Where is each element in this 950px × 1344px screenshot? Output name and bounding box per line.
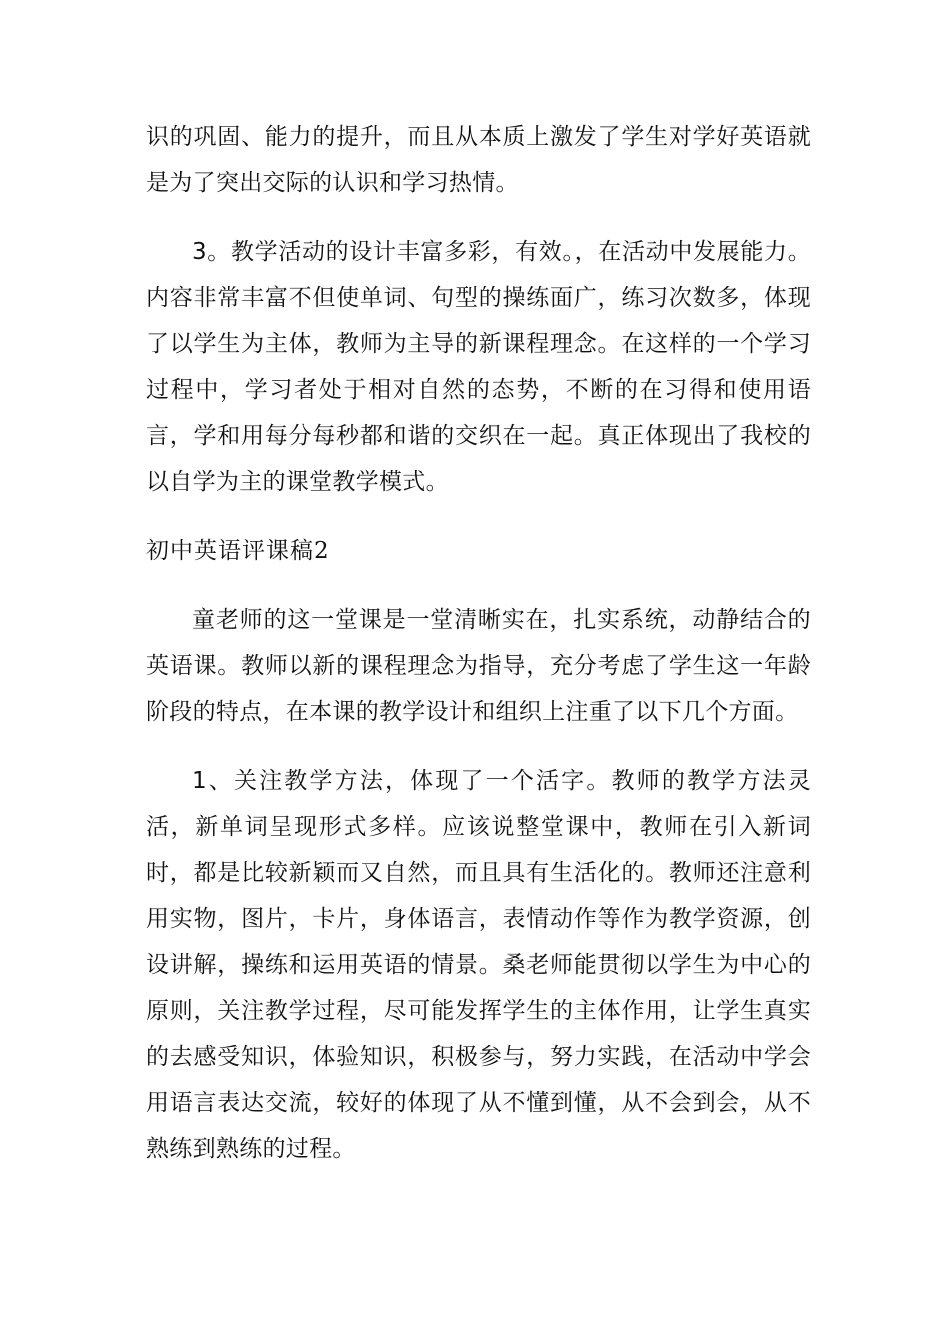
section-heading: 初中英语评课稿2 [146, 538, 330, 564]
paragraph-continuation: 识的巩固、能力的提升，而且从本质上激发了学生对学好英语就是为了突出交际的认识和学习热情。 [146, 124, 811, 196]
paragraph-point-1: 1、关注教学方法，体现了一个活字。教师的教学方法灵活，新单词呈现形式多样。应该说整堂课中，教师在引入新词时，都是比较新颖而又自然，而且具有生活化的。教师还注意利用实物，图片，卡片，身体语言，表情动作等作为教学资源，创设讲解，操练和运用英语的情景。桑老师能贯彻以学生为中心的原则，关注教学过程，尽可能发挥学生的主体作用，让学生真实的去感受知识，体验知识，积极参与，努力实践，在活动中学会用语言表达交流，较好的体现了从不懂到懂，从不会到会，从不熟练到熟练的过程。 [146, 768, 811, 1162]
paragraph-point-3: 3。教学活动的设计丰富多彩，有效。，在活动中发展能力。内容非常丰富不但使单词、句型的操练面广，练习次数多，体现了以学生为主体，教师为主导的新课程理念。在这样的一个学习过程中，学习者处于相对自然的态势，不断的在习得和使用语言，学和用每分每秒都和谐的交织在一起。真正体现出了我校的以自学为主的课堂教学模式。 [146, 239, 811, 495]
paragraph-intro: 童老师的这一堂课是一堂清晰实在，扎实系统，动静结合的英语课。教师以新的课程理念为指导，充分考虑了学生这一年龄阶段的特点，在本课的教学设计和组织上注重了以下几个方面。 [146, 607, 811, 725]
document-body [146, 114, 811, 1172]
